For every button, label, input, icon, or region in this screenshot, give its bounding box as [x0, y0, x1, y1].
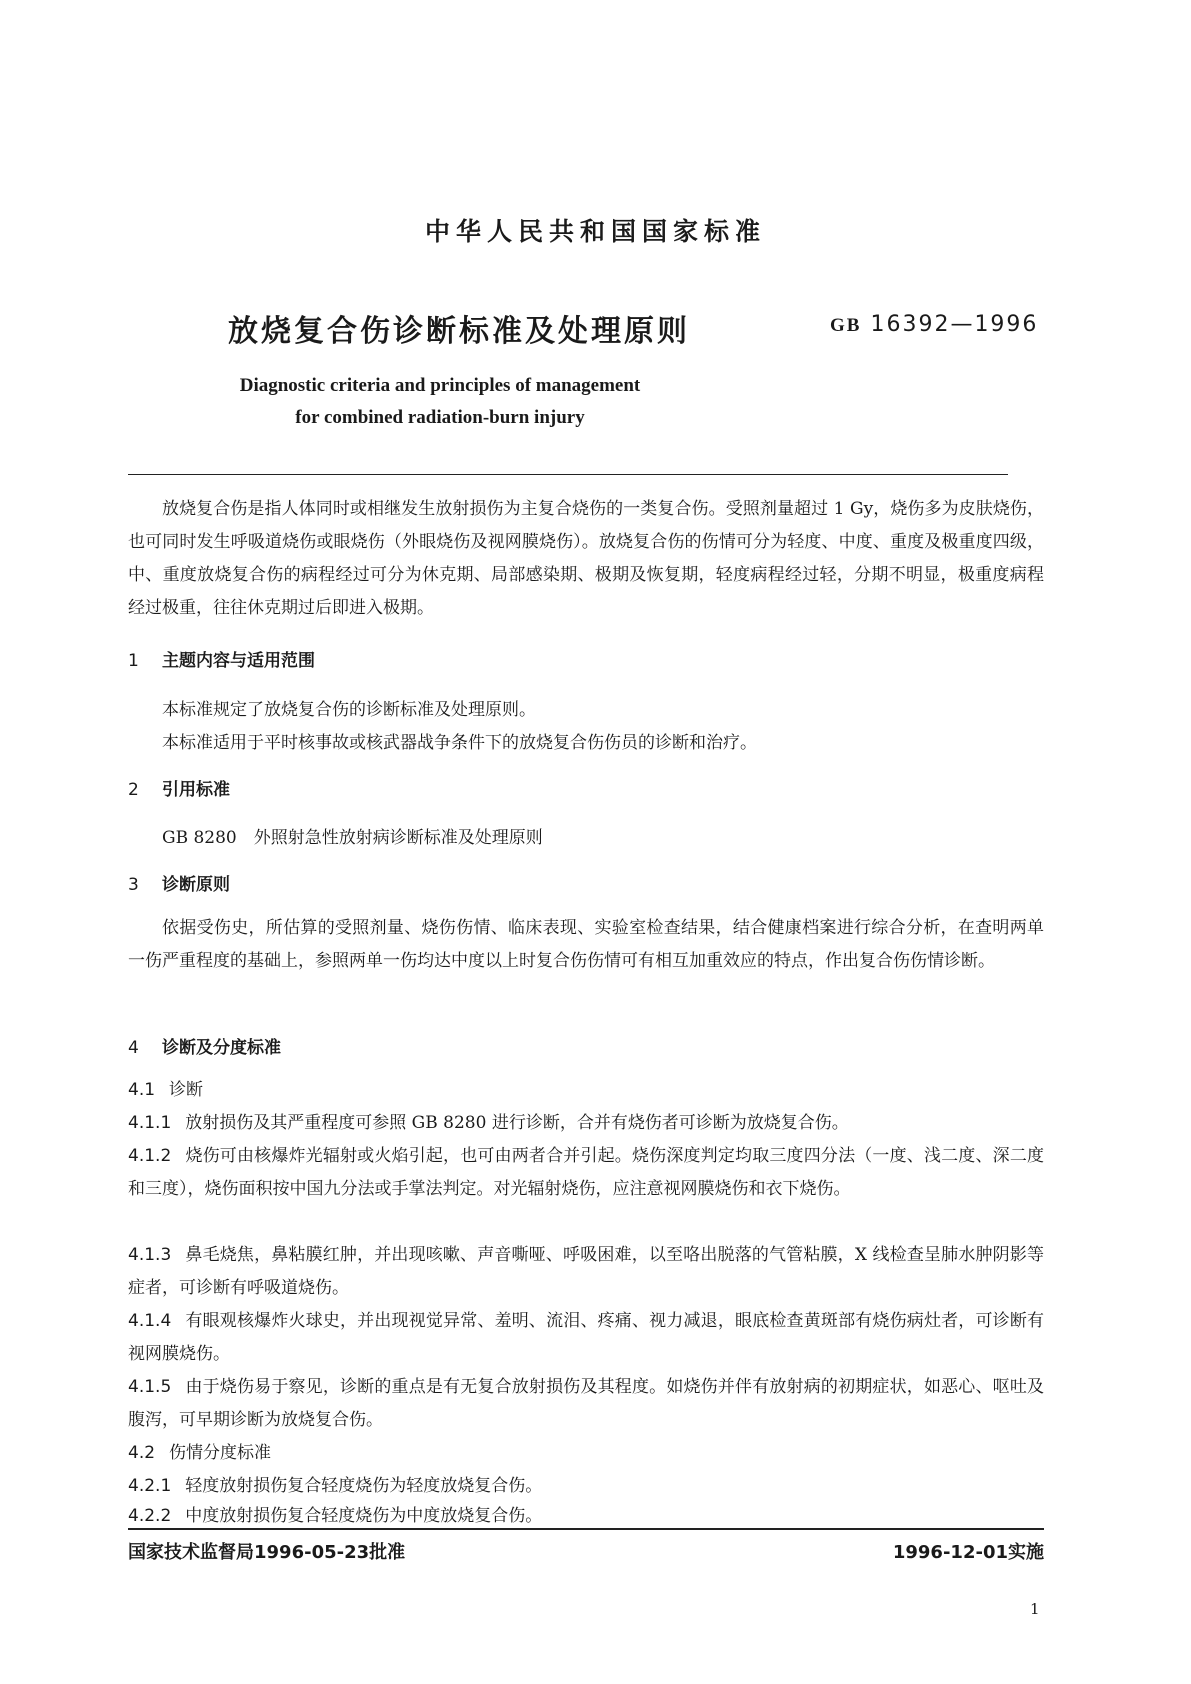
section-number: 1	[128, 651, 139, 671]
section-title: 诊断原则	[162, 875, 230, 895]
standard-code	[830, 312, 1038, 337]
clause-number: 4.2.2	[128, 1506, 172, 1526]
national-standard-header: 中华人民共和国国家标准	[424, 217, 766, 246]
clause-text: 放射损伤及其严重程度可参照 GB 8280 进行诊断，合并有烧伤者可诊断为放烧复合伤。	[185, 1113, 849, 1133]
approval-date: 国家技术监督局1996-05-23批准	[128, 1542, 406, 1563]
clause-number: 4.2	[128, 1443, 156, 1463]
clause-4-1-1	[128, 1107, 1044, 1140]
section-number: 2	[128, 780, 139, 800]
clause-4-1	[128, 1074, 1044, 1107]
clause-text: 由于烧伤易于察见，诊断的重点是有无复合放射损伤及其程度。如烧伤并伴有放射病的初期症状，如恶心、呕吐及腹泻，可早期诊断为放烧复合伤。	[128, 1377, 1044, 1430]
document-title-en	[180, 370, 700, 434]
section-3-paragraph: 依据受伤史，所估算的受照剂量、烧伤伤情、临床表现、实验室检查结果，结合健康档案进行综合分析，在查明两单一伤严重程度的基础上，参照两单一伤均达中度以上时复合伤伤情可有相互加重效应的特点，作出复合伤伤情诊断。	[128, 918, 1044, 971]
clause-number: 4.1.4	[128, 1311, 172, 1331]
header-divider	[128, 474, 1008, 475]
clause-number: 4.1	[128, 1080, 156, 1100]
gb-number: 16392—1996	[870, 312, 1039, 337]
document-title-cn: 放烧复合伤诊断标准及处理原则	[228, 314, 690, 349]
clause-text: 烧伤可由核爆炸光辐射或火焰引起，也可由两者合并引起。烧伤深度判定均取三度四分法（一度、浅二度、深二度和三度），烧伤面积按中国九分法或手掌法判定。对光辐射烧伤，应注意视网膜烧伤和衣下烧伤。	[128, 1146, 1044, 1199]
clause-text: 诊断	[169, 1080, 204, 1100]
clause-text: 轻度放射损伤复合轻度烧伤为轻度放烧复合伤。	[185, 1476, 543, 1496]
clause-4-2	[128, 1437, 1044, 1470]
section-1-paragraph-1: 本标准规定了放烧复合伤的诊断标准及处理原则。	[162, 700, 536, 720]
section-2-heading	[128, 775, 230, 800]
clause-4-1-4	[128, 1305, 1044, 1371]
clause-4-1-5	[128, 1371, 1044, 1437]
clause-number: 4.1.5	[128, 1377, 172, 1397]
clause-text: 有眼观核爆炸火球史，并出现视觉异常、羞明、流泪、疼痛、视力减退，眼底检查黄斑部有烧伤病灶者，可诊断有视网膜烧伤。	[128, 1311, 1044, 1364]
section-title: 诊断及分度标准	[162, 1038, 281, 1058]
intro-paragraph: 放烧复合伤是指人体同时或相继发生放射损伤为主复合烧伤的一类复合伤。受照剂量超过 1 Gy，烧伤多为皮肤烧伤，也可同时发生呼吸道烧伤或眼烧伤（外眼烧伤及视网膜烧伤）。放烧复合伤的伤情可分为轻度、中度、重度及极重度四级，中、重度放烧复合伤的病程经过可分为休克期、局部感染期、极期及恢复期，轻度病程经过轻，分期不明显，极重度病程经过极重，往往休克期过后即进入极期。	[128, 499, 1044, 618]
section-1-paragraph-2: 本标准适用于平时核事故或核武器战争条件下的放烧复合伤伤员的诊断和治疗。	[162, 733, 757, 753]
clause-text: 鼻毛烧焦，鼻粘膜红肿，并出现咳嗽、声音嘶哑、呼吸困难，以至咯出脱落的气管粘膜，X 线检查呈肺水肿阴影等症者，可诊断有呼吸道烧伤。	[128, 1245, 1044, 1298]
section-number: 4	[128, 1038, 139, 1058]
section-number: 3	[128, 875, 139, 895]
implementation-date: 1996-12-01实施	[892, 1542, 1044, 1563]
clause-number: 4.1.2	[128, 1146, 172, 1166]
gb-prefix: GB	[830, 315, 862, 336]
footer-divider	[128, 1528, 1044, 1530]
clause-4-2-1	[128, 1470, 1044, 1503]
section-1-heading	[128, 646, 315, 671]
page-number: 1	[1030, 1600, 1040, 1618]
clause-text: 中度放射损伤复合轻度烧伤为中度放烧复合伤。	[185, 1506, 543, 1526]
clause-text: 伤情分度标准	[169, 1443, 272, 1463]
clause-number: 4.1.1	[128, 1113, 172, 1133]
section-3-heading	[128, 870, 230, 895]
section-4-heading	[128, 1033, 281, 1058]
title-en-line1: Diagnostic criteria and principles of management	[239, 375, 641, 396]
referenced-standard: GB 8280 外照射急性放射病诊断标准及处理原则	[162, 828, 543, 848]
clause-4-1-2	[128, 1140, 1044, 1206]
clause-number: 4.2.1	[128, 1476, 172, 1496]
clause-4-1-3	[128, 1239, 1044, 1305]
title-en-line2: for combined radiation-burn injury	[295, 407, 585, 428]
section-title: 引用标准	[162, 780, 230, 800]
clause-number: 4.1.3	[128, 1245, 172, 1265]
section-title: 主题内容与适用范围	[162, 651, 315, 671]
